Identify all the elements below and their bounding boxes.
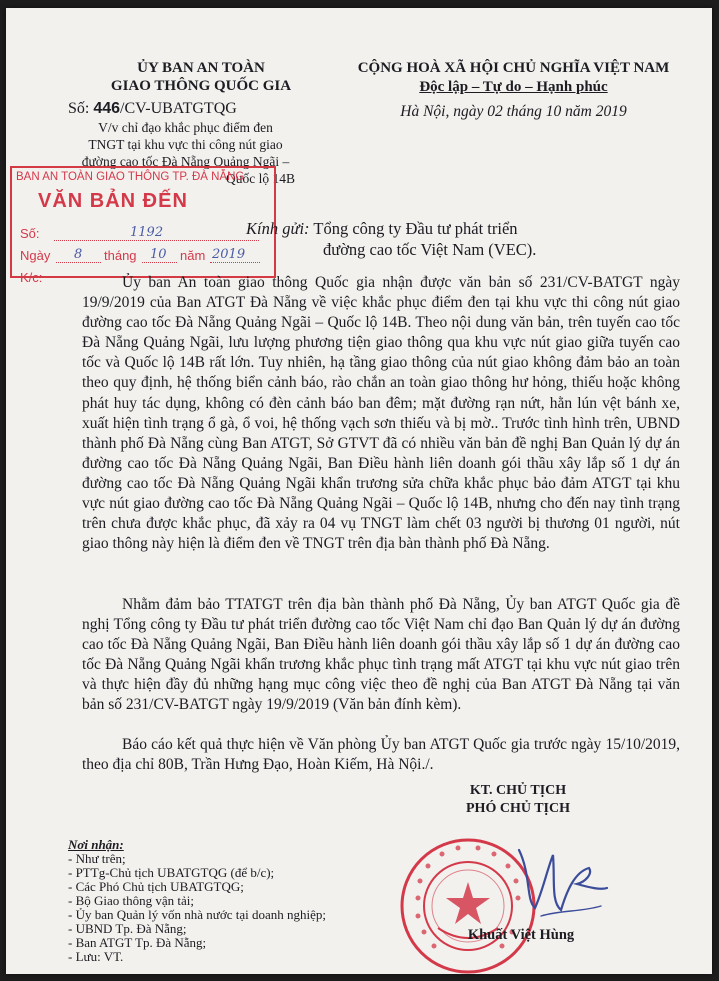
stamp-rule <box>54 240 259 241</box>
paragraph-text: Nhằm đảm bảo TTATGT trên địa bàn thành phố Đà Nẵng, Ủy ban ATGT Quốc gia đề nghị Tổng công ty Đầu tư phát triển đường cao tốc Việt Nam chỉ đạo Ban Quản lý dự án đường cao tốc Đà Nẵng Quảng Ngãi, Ban Điều hành liên doanh gói thầu xây lắp số 1 dự án đường cao tốc Đà Nẵng Quảng Ngãi khẩn trương khắc phục tình trạng mất ATGT tại khu vực nút giao trên và thực hiện đầy đủ những hạng mục công việc theo đề nghị của Ban ATGT Đà Nẵng tại văn bản số 231/CV-BATGT ngày 19/9/2019 (Văn bản đính kèm). <box>82 596 680 714</box>
stamp-so-label: Số: <box>20 226 40 241</box>
recipients-item: - PTTg-Chủ tịch UBATGTQG (để b/c); <box>68 865 275 880</box>
incoming-document-stamp <box>10 166 276 285</box>
signer-name: Khuất Việt Hùng <box>467 927 575 943</box>
doc-number-code: /CV-UBATGTQG <box>120 100 237 117</box>
recipients-heading: Nơi nhận: <box>68 837 124 852</box>
stamp-thang-value: 10 <box>150 247 167 262</box>
signature-title-1: KT. CHỦ TỊCH <box>469 783 567 798</box>
body-paragraph-1 <box>82 273 680 554</box>
national-title: CỘNG HOÀ XÃ HỘI CHỦ NGHĨA VIỆT NAM <box>357 60 670 76</box>
stamp-nam-value: 2019 <box>212 247 246 262</box>
subject-line: TNGT tại khu vực thi công nút giao <box>88 137 283 152</box>
body-paragraph-2 <box>82 595 680 716</box>
stamp-thang-label: tháng <box>104 248 137 263</box>
document-page <box>6 8 712 974</box>
recipients-item: - Lưu: VT. <box>68 949 124 964</box>
place-date: Hà Nội, ngày 02 tháng 10 năm 2019 <box>400 103 627 120</box>
national-motto: Độc lập – Tự do – Hạnh phúc <box>419 79 608 95</box>
recipient-name: Tổng công ty Đầu tư phát triển <box>313 219 518 238</box>
stamp-kc-label: K/c: <box>20 270 43 285</box>
recipient-block <box>246 218 696 260</box>
recipients-item: - UBND Tp. Đà Nẵng; <box>68 921 187 936</box>
recipients-list <box>68 838 326 964</box>
subject-line: V/v chỉ đạo khắc phục điểm đen <box>98 120 273 135</box>
recipients-item: - Như trên; <box>68 851 126 866</box>
body-paragraph-3 <box>82 735 680 775</box>
stamp-nam-label: năm <box>180 248 206 263</box>
doc-number-value: 446 <box>93 100 121 117</box>
doc-number-prefix: Số: <box>68 100 90 117</box>
recipients-item: - Ban ATGT Tp. Đà Nẵng; <box>68 935 207 950</box>
stamp-rule <box>210 262 260 263</box>
issuing-org-line1: ỦY BAN AN TOÀN <box>137 60 265 76</box>
paragraph-text: Báo cáo kết quả thực hiện về Văn phòng Ủy ban ATGT Quốc gia trước ngày 15/10/2019, theo địa chỉ 80B, Trần Hưng Đạo, Hoàn Kiếm, Hà Nội./. <box>82 736 680 774</box>
recipients-item: - Các Phó Chủ tịch UBATGTQG; <box>68 879 244 894</box>
stamp-rule <box>142 262 177 263</box>
stamp-rule <box>56 262 101 263</box>
paragraph-text: Ủy ban An toàn giao thông Quốc gia nhận được văn bản số 231/CV-BATGT ngày 19/9/2019 của Ban ATGT Đà Nẵng về việc khắc phục điểm đen tại khu vực thi công nút giao đường cao tốc Đà Nẵng Quảng Ngãi – Quốc lộ 14B. Theo nội dung văn bản, trên tuyến cao tốc Đà Nẵng Quảng Ngãi, lưu lượng phương tiện giao thông qua khu vực nút giao giữa tuyến cao tốc và Quốc lộ 14B rất lớn. Tuy nhiên, hạ tầng giao thông của nút giao không đảm bảo an toàn theo quy định, hệ thống biển cảnh báo, rào chắn an toàn giao thông hư hỏng, thiếu hoặc không phát huy tác dụng, không có đèn cảnh báo ban đêm; mặt đường rạn nứt, hằn lún vệt bánh xe, xuất hiện tình trạng ổ gà, ổ voi, hệ thống vạch sơn thiếu và bị mờ.. Trước tình hình trên, UBND thành phố Đà Nẵng cùng Ban ATGT, Sở GTVT đã có nhiều văn bản đề nghị Ban Quản lý dự án đường cao tốc Đà Nẵng Quảng Ngãi, Ban Điều hành liên doanh gói thầu xây lắp số 1 dự án đường cao tốc Đà Nẵng Quảng Ngãi khẩn trương sửa chữa khắc phục bảo đảm ATGT tại khu vực nút giao đường cao tốc Đà Nẵng Quảng Ngãi – Quốc lộ 14B, nhưng cho đến nay tình trạng trên chưa được khắc phục, đã xảy ra 04 vụ TNGT làm chết 03 người bị thương 01 người, nút giao thông này hiện là điểm đen về TNGT trên địa bàn thành phố Đà Nẵng. <box>82 274 680 553</box>
issuing-org-line2: GIAO THÔNG QUỐC GIA <box>110 78 292 94</box>
stamp-org: BAN AN TOÀN GIAO THÔNG TP. ĐÀ NẴNG <box>16 171 245 183</box>
subject-line: Quốc lộ 14B <box>226 171 295 186</box>
recipient-label: Kính gửi: <box>246 219 310 238</box>
stamp-so-value: 1192 <box>130 225 164 240</box>
stamp-ngay-label: Ngày <box>20 248 51 263</box>
stamp-title: VĂN BẢN ĐẾN <box>38 190 188 212</box>
handwritten-signature-image <box>501 830 611 922</box>
signature-title-2: PHÓ CHỦ TỊCH <box>466 801 570 816</box>
recipient-line <box>246 218 696 239</box>
subject-line: đường cao tốc Đà Nẵng Quảng Ngãi – <box>81 154 290 169</box>
recipients-item: - Bộ Giao thông vận tải; <box>68 893 195 908</box>
document-number <box>68 100 237 118</box>
recipient-name-cont: đường cao tốc Việt Nam (VEC). <box>323 240 537 259</box>
recipients-item: - Ủy ban Quản lý vốn nhà nước tại doanh nghiệp; <box>68 907 326 922</box>
stamp-ngay-value: 8 <box>74 247 83 262</box>
